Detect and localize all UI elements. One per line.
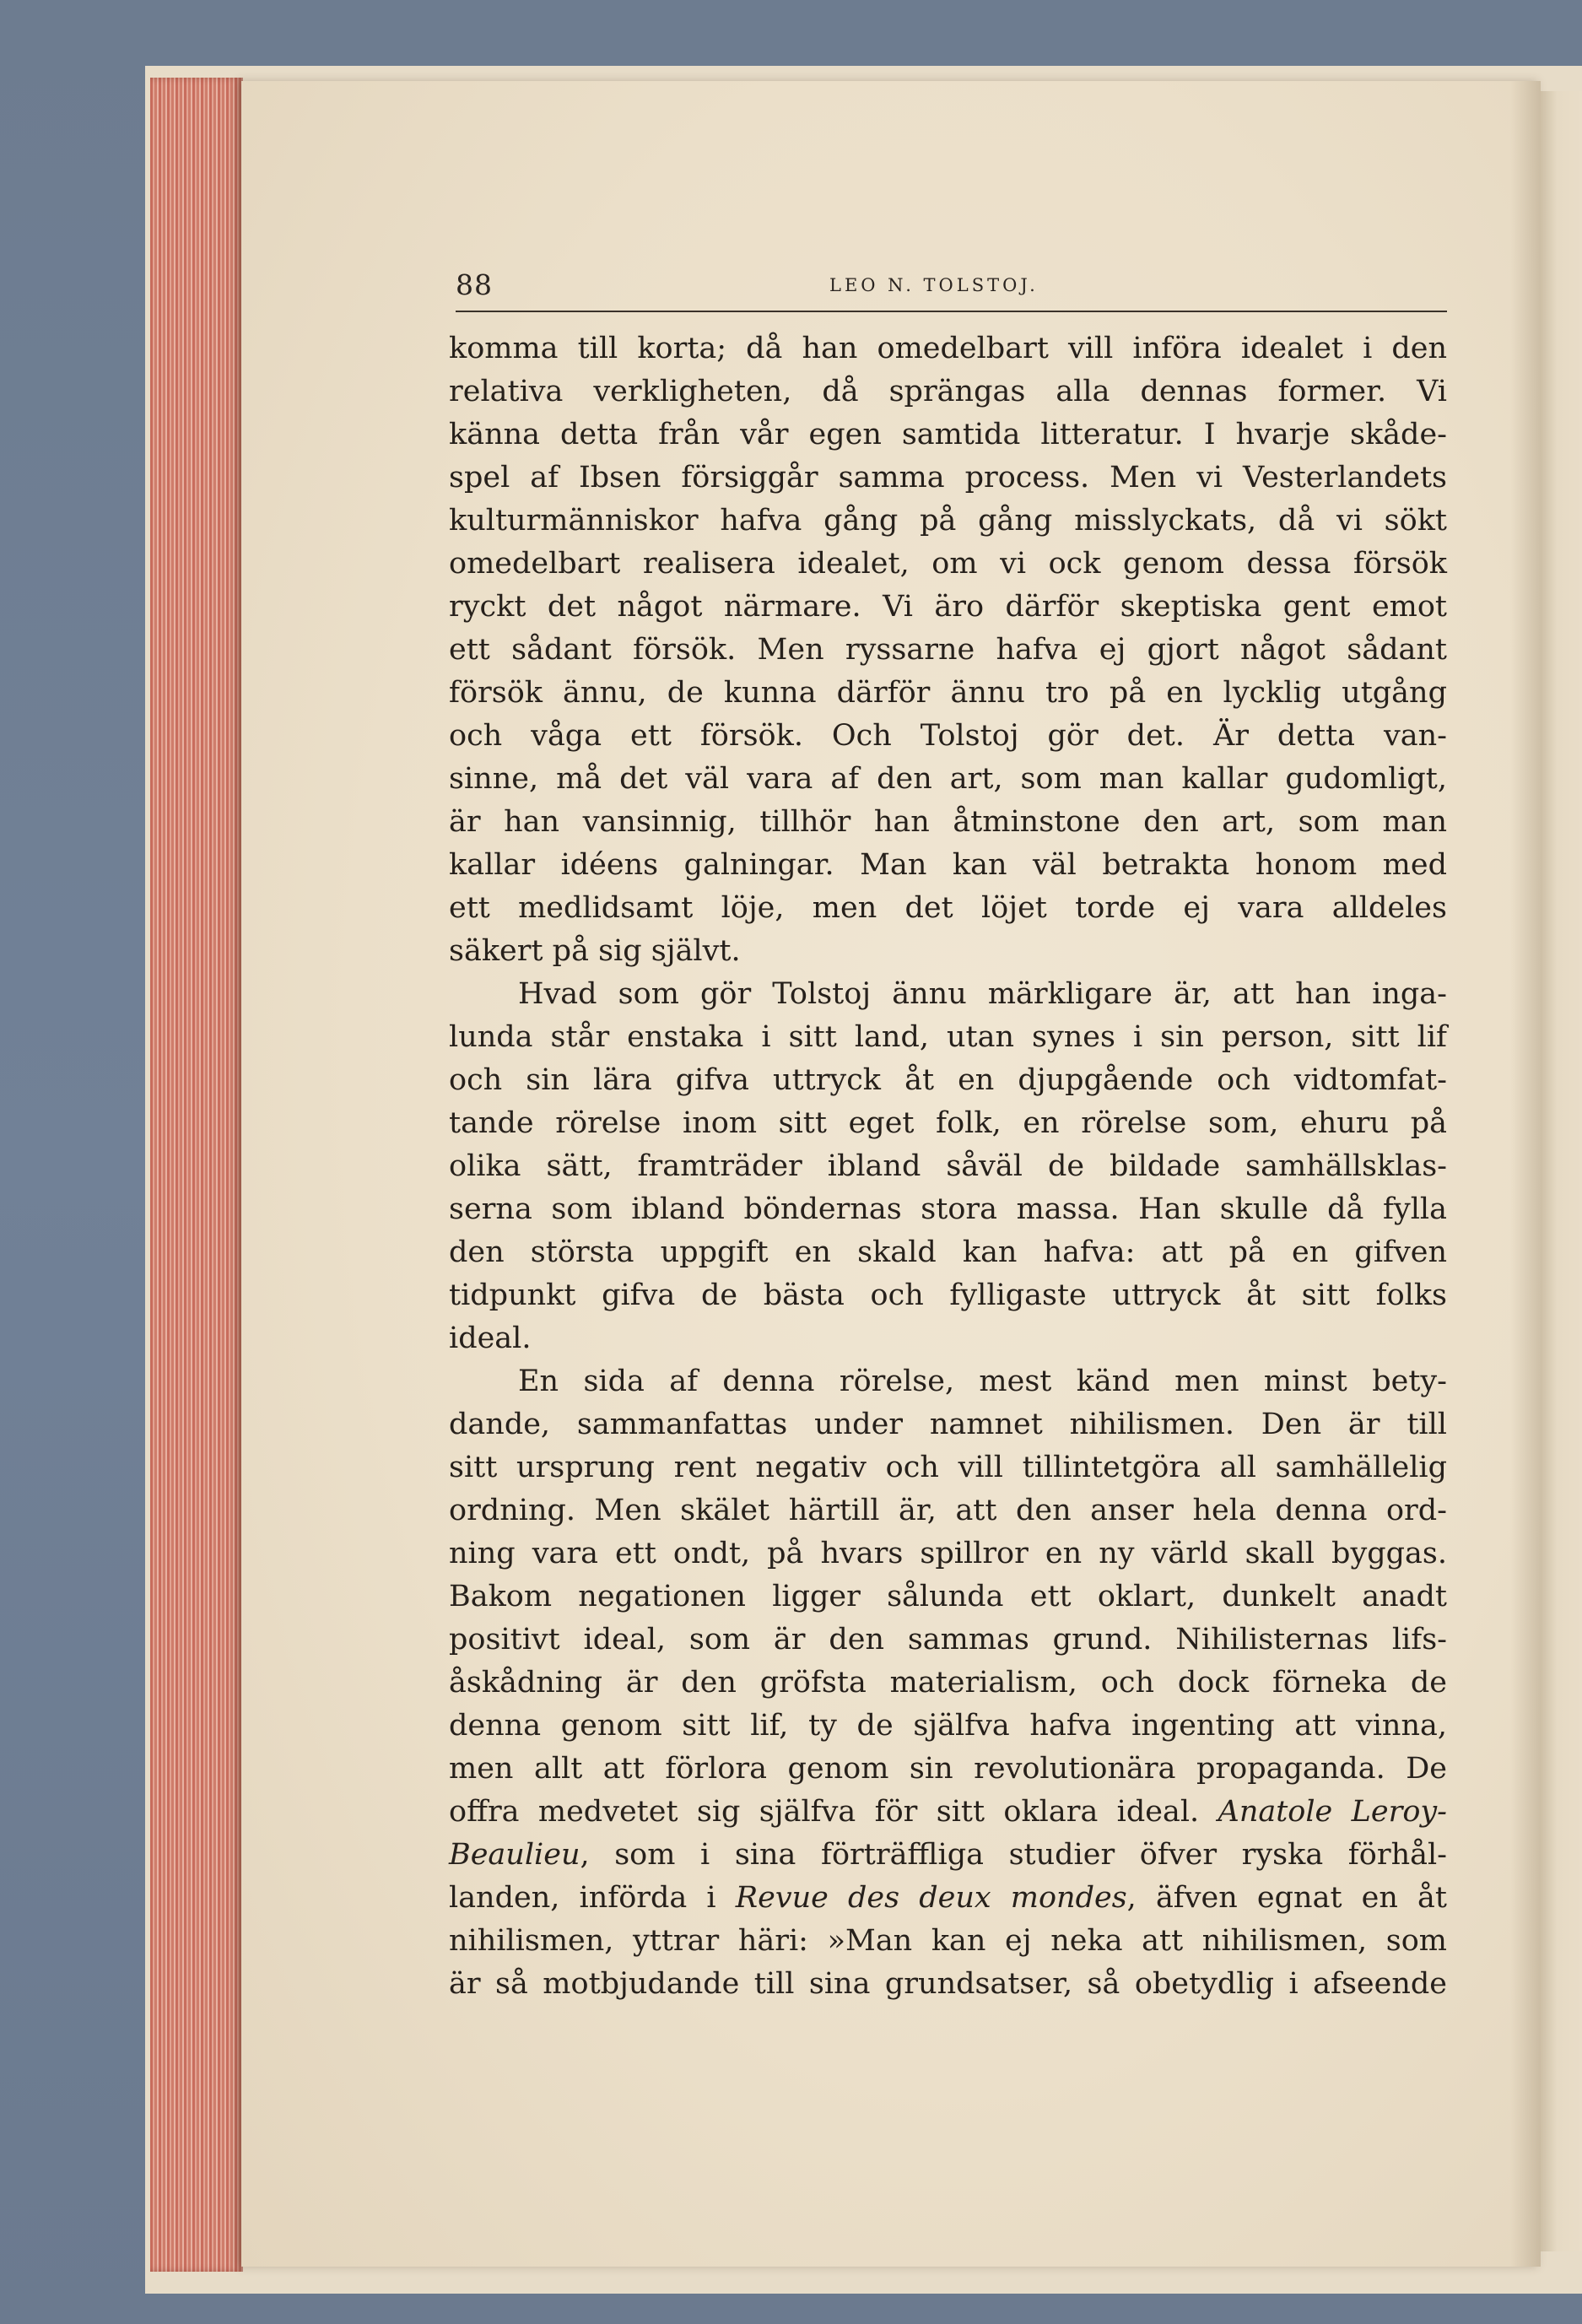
text-line: är så motbjudande till sina grundsatser, så obetydlig i afseende bbox=[449, 1967, 1447, 2001]
text-line: sitt ursprung rent negativ och vill tillintetgöra all samhällelig bbox=[449, 1451, 1447, 1484]
page-gutter bbox=[1510, 81, 1541, 2267]
text-line: Hvad som gör Tolstoj ännu märkligare är, att han inga- bbox=[518, 977, 1447, 1011]
text-line: kallar idéens galningar. Man kan väl betrakta honom med bbox=[449, 848, 1447, 882]
paragraph bbox=[449, 1360, 1447, 2006]
text-line bbox=[449, 1877, 1447, 1920]
text-line: komma till korta; då han omedelbart vill införa idealet i den bbox=[449, 332, 1447, 365]
text-line: känna detta från vår egen samtida litteratur. I hvarje skåde- bbox=[449, 418, 1447, 451]
text-line: serna som ibland böndernas stora massa. Han skulle då fylla bbox=[449, 1192, 1447, 1226]
text-line: försök ännu, de kunna därför ännu tro på en lycklig utgång bbox=[449, 676, 1447, 710]
text-run: , äfven egnat en åt bbox=[1126, 1881, 1447, 1915]
italic-name: Beaulieu bbox=[449, 1838, 580, 1872]
text-run: , som i sina förträffliga studier öfver ryska förhål- bbox=[580, 1838, 1447, 1872]
text-run: offra medvetet sig själfva för sitt oklara ideal. bbox=[449, 1795, 1218, 1829]
text-line: positivt ideal, som är den sammas grund. Nihilisternas lifs- bbox=[449, 1623, 1447, 1657]
text-line bbox=[449, 1791, 1447, 1834]
text-line: omedelbart realisera idealet, om vi ock genom dessa försök bbox=[449, 547, 1447, 581]
text-line: ordning. Men skälet härtill är, att den anser hela denna ord- bbox=[449, 1494, 1447, 1527]
text-line bbox=[449, 1834, 1447, 1877]
facing-page-edge bbox=[1541, 91, 1582, 2251]
body-text bbox=[449, 327, 1447, 2006]
text-run: landen, införda i bbox=[449, 1881, 736, 1915]
text-line: En sida af denna rörelse, mest känd men minst bety- bbox=[518, 1365, 1447, 1398]
italic-name: Anatole Leroy- bbox=[1218, 1795, 1447, 1829]
text-line: dande, sammanfattas under namnet nihilismen. Den är till bbox=[449, 1408, 1447, 1441]
text-line: ideal. bbox=[449, 1321, 532, 1355]
text-line: tidpunkt gifva de bästa och fylligaste uttryck åt sitt folks bbox=[449, 1278, 1447, 1312]
text-line: är han vansinnig, tillhör han åtminstone den art, som man bbox=[449, 805, 1447, 839]
text-line: och sin lära gifva uttryck åt en djupgående och vidtomfat- bbox=[449, 1063, 1447, 1097]
text-line: ning vara ett ondt, på hvars spillror en ny värld skall byggas. bbox=[449, 1537, 1447, 1570]
header-rule bbox=[456, 311, 1447, 312]
text-line: och våga ett försök. Och Tolstoj gör det. Är detta van- bbox=[449, 719, 1447, 753]
page-number: 88 bbox=[456, 268, 493, 301]
italic-journal-title: Revue des deux mondes bbox=[735, 1881, 1127, 1915]
text-line: sinne, må det väl vara af den art, som man kallar gudomligt, bbox=[449, 762, 1447, 796]
paragraph bbox=[449, 973, 1447, 1360]
text-line: säkert på sig självt. bbox=[449, 934, 741, 968]
text-line: ryckt det något närmare. Vi äro därför skeptiska gent emot bbox=[449, 590, 1447, 624]
text-line: ett medlidsamt löje, men det löjet torde ej vara alldeles bbox=[449, 891, 1447, 925]
text-line: nihilismen, yttrar häri: »Man kan ej neka att nihilismen, som bbox=[449, 1924, 1447, 1958]
text-line: kulturmänniskor hafva gång på gång misslyckats, då vi sökt bbox=[449, 504, 1447, 538]
text-line: olika sätt, framträder ibland såväl de bildade samhällsklas- bbox=[449, 1149, 1447, 1183]
text-line: men allt att förlora genom sin revolutionära propaganda. De bbox=[449, 1752, 1447, 1786]
text-line: åskådning är den gröfsta materialism, och dock förneka de bbox=[449, 1666, 1447, 1700]
text-line: Bakom negationen ligger sålunda ett oklart, dunkelt anadt bbox=[449, 1580, 1447, 1613]
text-line: lunda står enstaka i sitt land, utan synes i sin person, sitt lif bbox=[449, 1020, 1447, 1054]
text-line: ett sådant försök. Men ryssarne hafva ej gjort något sådant bbox=[449, 633, 1447, 667]
running-title: LEO N. TOLSTOJ. bbox=[829, 275, 1039, 295]
page-edges-red bbox=[150, 78, 243, 2272]
text-line: relativa verkligheten, då sprängas alla dennas former. Vi bbox=[449, 375, 1447, 408]
text-line: tande rörelse inom sitt eget folk, en rörelse som, ehuru på bbox=[449, 1106, 1447, 1140]
text-line: spel af Ibsen försiggår samma process. Men vi Vesterlandets bbox=[449, 461, 1447, 495]
paragraph bbox=[449, 327, 1447, 973]
text-line: denna genom sitt lif, ty de själfva hafva ingenting att vinna, bbox=[449, 1709, 1447, 1743]
running-head bbox=[456, 268, 1447, 312]
text-line: den största uppgift en skald kan hafva: att på en gifven bbox=[449, 1235, 1447, 1269]
